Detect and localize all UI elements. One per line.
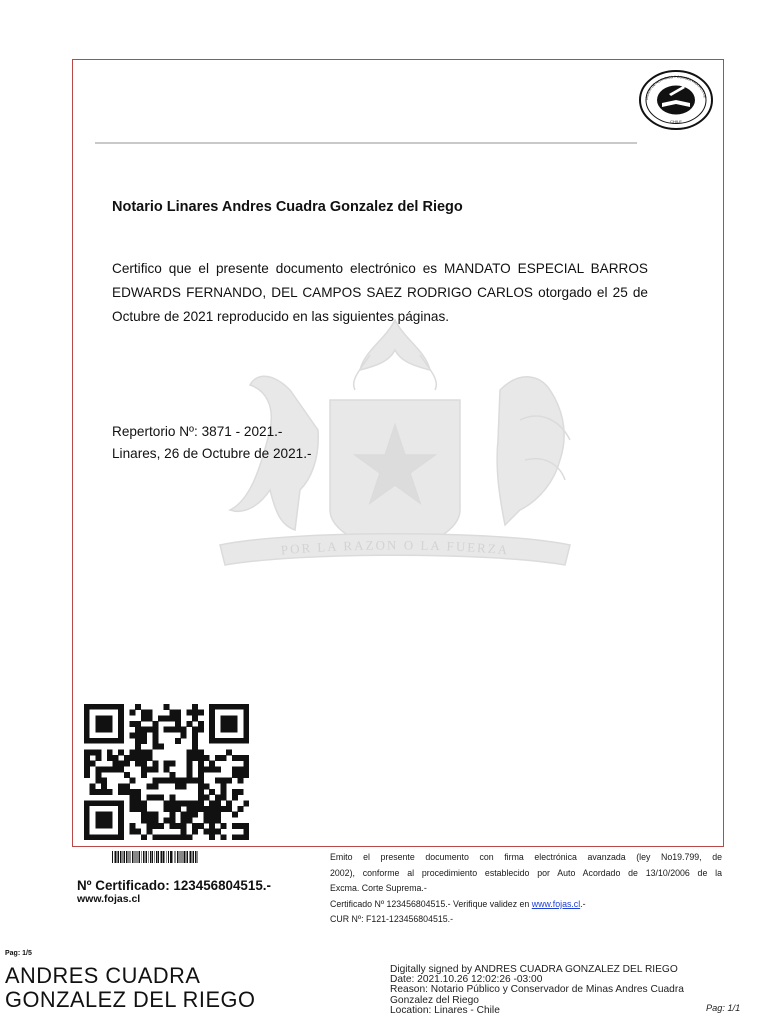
verify-link[interactable]: www.fojas.cl [531,898,581,909]
coat-motto: POR LA RAZON O LA FUERZA [280,537,510,558]
repertorio-number: Repertorio Nº: 3871 - 2021.- [112,424,283,439]
signature-line: Digitally signed by ANDRES CUADRA GONZALEZ DEL RIEGO [390,964,678,975]
signer-name-line: ANDRES CUADRA [5,963,201,988]
signer-name-line: GONZALEZ DEL RIEGO [5,986,256,1012]
notary-seal-icon [638,70,714,130]
verify-suffix: .- [580,898,586,909]
emission-line: Emito el presente documento con firma electrónica avanzada (ley No19.799, de [330,852,722,862]
verify-prefix: Certificado Nº 123456804515.- Verifique validez en [330,898,532,909]
page-number: Pag: 1/5 [5,950,32,957]
emission-notice [330,850,722,928]
notary-title: Notario Linares Andres Cuadra Gonzalez del Riego [112,199,463,215]
place-date: Linares, 26 de Octubre de 2021.- [112,446,312,461]
header-divider [95,142,637,144]
emission-line: 2002), conforme al procedimiento establecido por Auto Acordado de 13/10/2006 de la [330,867,722,878]
seal-chile-text: CHILE [670,119,682,124]
website-label: www.fojas.cl [77,893,141,905]
seal-ring-text: IACION DE NOTARIOS Y CONSERVADORES DE [645,74,707,100]
signature-reason: Reason: Notario Público y Conservador de Minas Andres Cuadra [390,984,684,996]
emission-line: Excma. Corte Suprema.- [330,883,427,894]
certificate-text: Certifico que el presente documento electrónico es MANDATO ESPECIAL BARROS EDWARDS FERNANDO, DEL CAMPOS SAEZ RODRIGO CARLOS otorgado el 25 de Octubre de 2021 reproducido en las siguientes páginas. [112,261,648,324]
signature-location: Location: Linares - Chile [390,1004,500,1016]
signature-reason-cont: Gonzalez del Riego [390,994,479,1006]
certificate-number: Nº Certificado: 123456804515.- [77,878,271,893]
qr-code [84,704,249,840]
signer-name [5,964,255,1011]
verify-line [330,897,722,913]
signature-page-number: Pag: 1/1 [706,1003,741,1013]
signature-date: Date: 2021.10.26 12:02:26 -03:00 [390,974,543,986]
barcode [112,851,198,863]
cur-number: CUR Nº: F121-123456804515.- [330,914,454,925]
digital-signature-info [390,965,750,1016]
